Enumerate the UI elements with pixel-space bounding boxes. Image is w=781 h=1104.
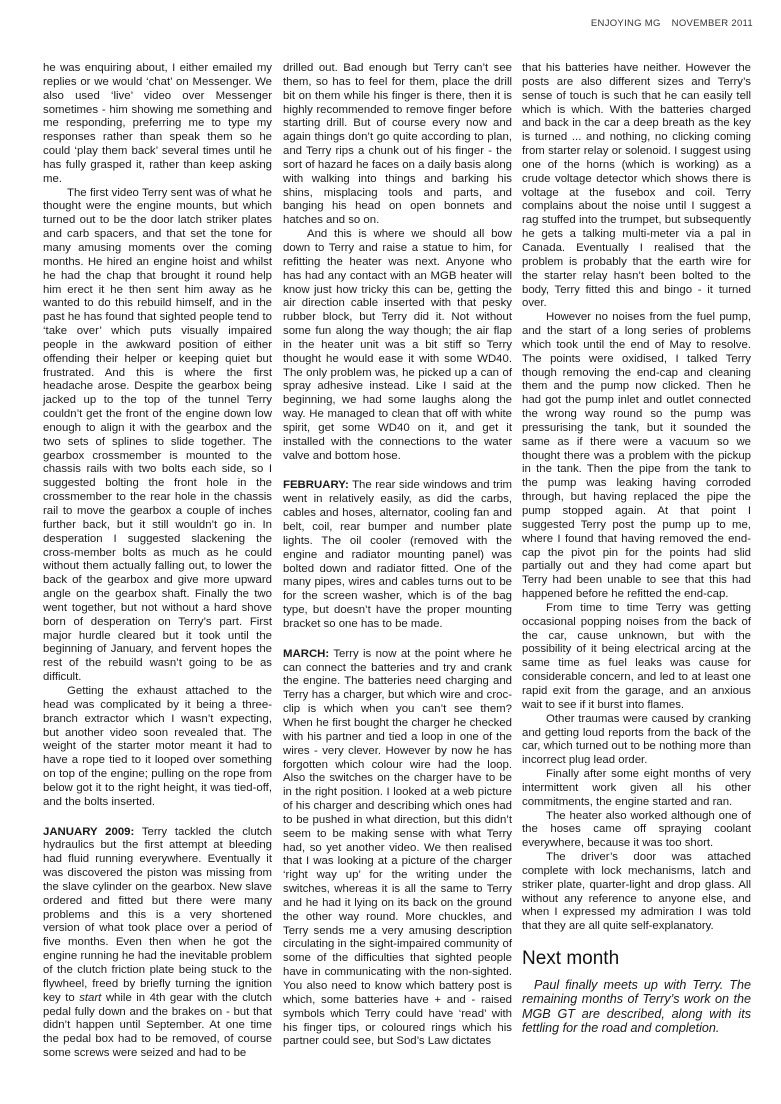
- paragraph: he was enquiring about, I either emailed my replies or we would ‘chat’ on Messenger. We also used ‘live’ video over Messenger sometimes - him showing me something and me responding, preferring me to type my responses rather than speak them so he could ‘play them back’ several times until he has fully grasped it, rather than keep asking me.: [43, 62, 272, 185]
- magazine-name: ENJOYING MG: [590, 18, 661, 29]
- paragraph-march: MARCH: Terry is now at the point where he can connect the batteries and try and crank the engine. The batteries need charging and Terry has a charger, but which wire and croc-clip is which when you can’t see them? When he first bought the charger he checked with his partner and tied a loop in one of the wires - very clever. However by now he has forgotten which colour wire had the loop. Also the switches on the charger have to be in the right position. I looked at a web picture of his charger and describing which ones had to be pushed in what direction, but this didn’t seem to be making sense with what Terry had, so yet another video. We then realised that I was looking at a picture of the charger ‘right way up’ for the writing under the switches, whereas it is all the same to Terry and he had it lying on its back on the ground the other way round. More chuckles, and Terry sends me a very amusing description circulating in the sight-impaired community of some of the difficulties that sighted people have in communicating with the non-sighted. You also need to know which battery post is which, some batteries have + and - raised symbols which Terry could have ‘read’ with his finger tips, or coloured rings which his partner could see, but Sod’s Law dictates: [283, 647, 512, 1048]
- issue-date: NOVEMBER 2011: [671, 18, 753, 29]
- section-lead: JANUARY 2009:: [43, 825, 135, 838]
- next-month-heading: Next month: [522, 948, 620, 970]
- running-header: [591, 18, 753, 29]
- paragraph-february: FEBRUARY: The rear side windows and trim went in relatively easily, as did the carbs, cables and hoses, alternator, cooling fan and belt, coil, rear bumper and number plate lights. The oil cooler (removed with the engine and radiator mounting panel) was bolted down and radiator fitted. One of the many pipes, wires and cables turns out to be for the screen washer, which is of the bag type, but doesn’t have the proper mounting bracket so one has to be made.: [283, 479, 512, 630]
- paragraph: From time to time Terry was getting occasional popping noises from the back of the car, cause unknown, but with the possibility of it being electrical arcing at the same time as fuel leaks was cause for considerable concern, and led to at least one rapid exit from the garage, and an anxious wait to see if it burst into flames.: [522, 601, 751, 711]
- emphasis: start: [79, 991, 102, 1004]
- column-2: [283, 62, 512, 1049]
- section-lead: MARCH:: [283, 647, 330, 660]
- paragraph: Other traumas were caused by cranking and getting loud reports from the back of the car, which turned out to be nothing more than incorrect plug lead order.: [522, 712, 751, 767]
- paragraph: And this is where we should all bow down to Terry and raise a statue to him, for refitting the heater was next. Anyone who has had any contact with an MGB heater will know just how tricky this can be, getting the air direction cable inserted with that pesky rubber block, but Terry did it. Not without some fun along the way though; the air flap in the heater unit was a bit stiff so Terry thought he would ease it with some WD40. The only problem was, he picked up a can of spray adhesive instead. Like I said at the beginning, we had some laughs along the way. He managed to clean that off with white spirit, get some WD40 on it, and get it installed with the connections to the water valve and bottom hose.: [283, 228, 512, 462]
- next-month-teaser: Paul finally meets up with Terry. The remaining months of Terry’s work on the MGB GT are described, along with its fettling for the road and completion.: [522, 978, 751, 1035]
- paragraph: Getting the exhaust attached to the head was complicated by it being a three-branch extractor which I wasn’t expecting, but another video soon revealed that. The weight of the starter motor meant it had to have a rope tied to it looped over something on top of the engine; pulling on the rope from below got it to the right height, it was tied-off, and the bolts inserted.: [43, 684, 272, 808]
- paragraph: The driver’s door was attached complete with lock mechanisms, latch and striker plate, quarter-light and drop glass. All without any reference to anyone else, and when I expressed my admiration I was told that they are all quite self-explanatory.: [522, 851, 751, 933]
- section-lead: FEBRUARY:: [283, 479, 349, 492]
- paragraph: Finally after some eight months of very intermittent work given all his other commitments, the engine started and ran.: [522, 768, 751, 808]
- column-1: [43, 62, 272, 1061]
- paragraph: that his batteries have neither. However the posts are also different sizes and Terry’s sense of touch is such that he can easily tell which is which. With the batteries charged and back in the car a deep breath as the key is turned ... and nothing, no clicking coming from starter relay or solenoid. I suggest using one of the horns (which is working) as a crude voltage detector which shows there is voltage at the fusebox and coil. Terry complains about the noise until I suggest a rag stuffed into the trumpet, but subsequently he gets a talking multi-meter via a pal in Canada. Eventually I realised that the problem is probably that the earth wire for the starter relay hasn’t been bolted to the body, Terry fitted this and bingo - it turned over.: [522, 62, 751, 310]
- paragraph: The heater also worked although one of the hoses came off spraying coolant everywhere, because it was too short.: [522, 809, 751, 850]
- paragraph: drilled out. Bad enough but Terry can’t see them, so has to feel for them, place the drill bit on them while his finger is there, then it is highly recommended to remove finger before starting drill. But of course every now and again things don’t go quite according to plan, and Terry rips a chunk out of his finger - the sort of hazard he faces on a daily basis along with walking into things and barking his shins, misplacing tools and parts, and banging his head on open bonnets and hatches and so on.: [283, 62, 512, 227]
- column-3: [522, 62, 751, 1035]
- paragraph: The first video Terry sent was of what he thought were the engine mounts, but which turned out to be the door latch striker plates and carb spacers, and that set the tone for many amusing moments over the coming months. He hired an engine hoist and whilst he had the chap that brought it round help him erect it he then sent him away as he wanted to do this rebuild himself, and in the past he has found that sighted people tend to ‘take over’ which puts visually impaired people in the awkward position of either offending their helper or keeping quiet but frustrated. And this is where the first headache arose. Despite the gearbox being jacked up to the top of the tunnel Terry couldn’t get the front of the engine down low enough to align it with the gearbox and the two sets of splines to slide together. The gearbox crossmember is mounted to the chassis rails with two bolts each side, so I suggested bolting the front hole in the crossmember to the rear hole in the chassis rail to move the gearbox a couple of inches further back, but it still wouldn’t go in. In desperation I suggested slackening the cross-member bolts as much as he could without them actually falling out, to lower the back of the gearbox and give more upward angle on the gearbox shaft. Finally the two went together, but not without a hard shove born of desperation on Terry’s part. First major hurdle cleared but it took until the beginning of January, and fervent hopes the rest of the rebuild wasn’t going to be as difficult.: [43, 186, 272, 684]
- paragraph: However no noises from the fuel pump, and the start of a long series of problems which took until the end of May to resolve. The points were oxidised, I talked Terry though removing the end-cap and cleaning them and the pump now clicked. Then he had got the pump inlet and outlet connected the wrong way round so the pump was pressurising the tank, but it sounded the same as if there were a vacuum so we thought there was a problem with the pickup in the tank. Then the pipe from the tank to the pump was leaking having corroded through, but having replaced the pipe the pump stopped again. At that point I suggested Terry post the pump up to me, where I found that having removed the end-cap the pivot pin for the points had slid partially out and they had come apart but Terry had been unable to see that this had happened before he refitted the end-cap.: [522, 311, 751, 601]
- paragraph-january: JANUARY 2009: Terry tackled the clutch hydraulics but the first attempt at bleeding had fluid running everywhere. Eventually it was discovered the piston was missing from the slave cylinder on the gearbox. New slave ordered and fitted but there were many problems and this is a very shortened version of what took place over a period of five months. Even then when he got the engine running he had the inevitable problem of the clutch friction plate being stuck to the flywheel, freed by briefly turning the ignition key to start while in 4th gear with the clutch pedal fully down and the brakes on - but that didn’t happen until September. At one time the pedal box had to be removed, of course some screws were seized and had to be: [43, 825, 272, 1060]
